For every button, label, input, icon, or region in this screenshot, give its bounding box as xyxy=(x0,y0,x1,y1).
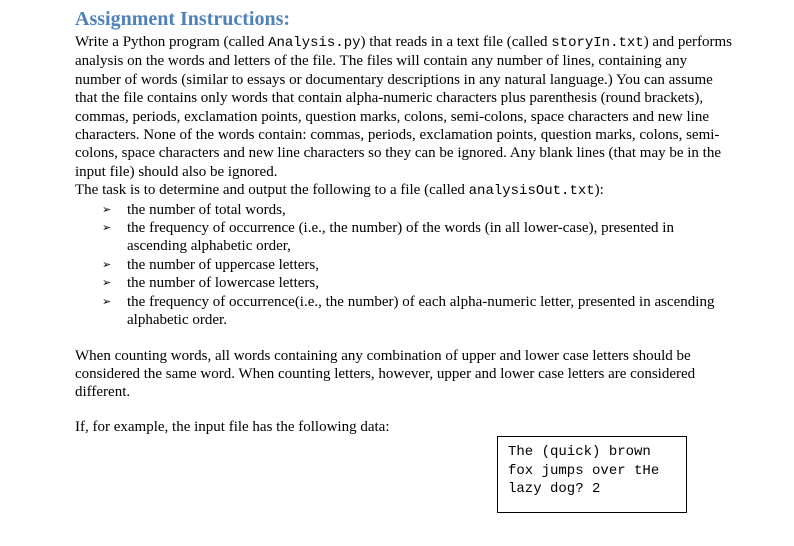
example-input-box xyxy=(497,436,687,513)
counting-note-paragraph: When counting words, all words containing any combination of upper and lower case letters should be considered the same word. When counting letters, however, upper and lower case letters are considered different. xyxy=(75,347,696,401)
document-page xyxy=(75,6,735,436)
task-text-2: ): xyxy=(594,182,604,199)
list-item-text: the number of lowercase letters, xyxy=(127,275,320,292)
list-item xyxy=(99,256,735,274)
arrow-bullet-icon: ➢ xyxy=(102,276,112,290)
list-item-text: the number of uppercase letters, xyxy=(127,256,320,273)
title-colon: : xyxy=(283,8,291,30)
arrow-bullet-icon: ➢ xyxy=(102,202,112,216)
example-intro-paragraph: If, for example, the input file has the following data: xyxy=(75,418,390,435)
spacer xyxy=(75,330,735,347)
list-item xyxy=(99,201,735,219)
input-filename: storyIn.txt xyxy=(551,35,644,51)
arrow-bullet-icon: ➢ xyxy=(102,294,112,308)
arrow-bullet-icon: ➢ xyxy=(102,257,112,271)
title-text: Assignment Instructions xyxy=(75,8,284,30)
intro-text-1: Write a Python program (called xyxy=(75,34,269,50)
intro-text-2: ) that reads in a text file (called xyxy=(360,34,552,50)
task-text-1: The task is to determine and output the following to a file (called xyxy=(75,182,469,199)
intro-text-3: ) and performs analysis on the words and letters of the file. The files will contain any number of lines, containing any number of words (similar to essays or documentary descriptions in any natural language.) You can assume that the file contains only words that contain alpha-numeric characters plus parenthesis (round brackets), commas, periods, exclamation points, question marks, colons, semi-colons, space characters and new line characters. None of the words contain: commas, periods, exclamation points, question marks, colons, semi-colons, space characters and new line characters so they can be ignored. Any blank lines (that may be in the input file) should also be ignored. xyxy=(75,34,732,180)
requirements-list xyxy=(75,201,735,330)
example-line: The (quick) brown xyxy=(508,444,651,460)
list-item xyxy=(99,219,735,256)
example-line: lazy dog? 2 xyxy=(508,481,601,497)
list-item xyxy=(99,293,735,330)
example-line: fox jumps over tHe xyxy=(508,462,660,479)
spacer xyxy=(75,402,735,418)
program-filename: Analysis.py xyxy=(268,35,361,51)
list-item-text: the number of total words, xyxy=(127,201,286,218)
task-paragraph xyxy=(75,181,735,200)
list-item-text: the frequency of occurrence(i.e., the number) of each alpha-numeric letter, presented in ascending alphabetic order. xyxy=(127,293,715,329)
output-filename: analysisOut.txt xyxy=(468,183,595,200)
arrow-bullet-icon: ➢ xyxy=(102,221,112,235)
intro-paragraph xyxy=(75,33,735,181)
list-item-text: the frequency of occurrence (i.e., the number) of the words (in all lower-case), presented in ascending alphabetic order, xyxy=(127,220,674,255)
page-title xyxy=(75,6,735,32)
list-item xyxy=(99,274,735,292)
